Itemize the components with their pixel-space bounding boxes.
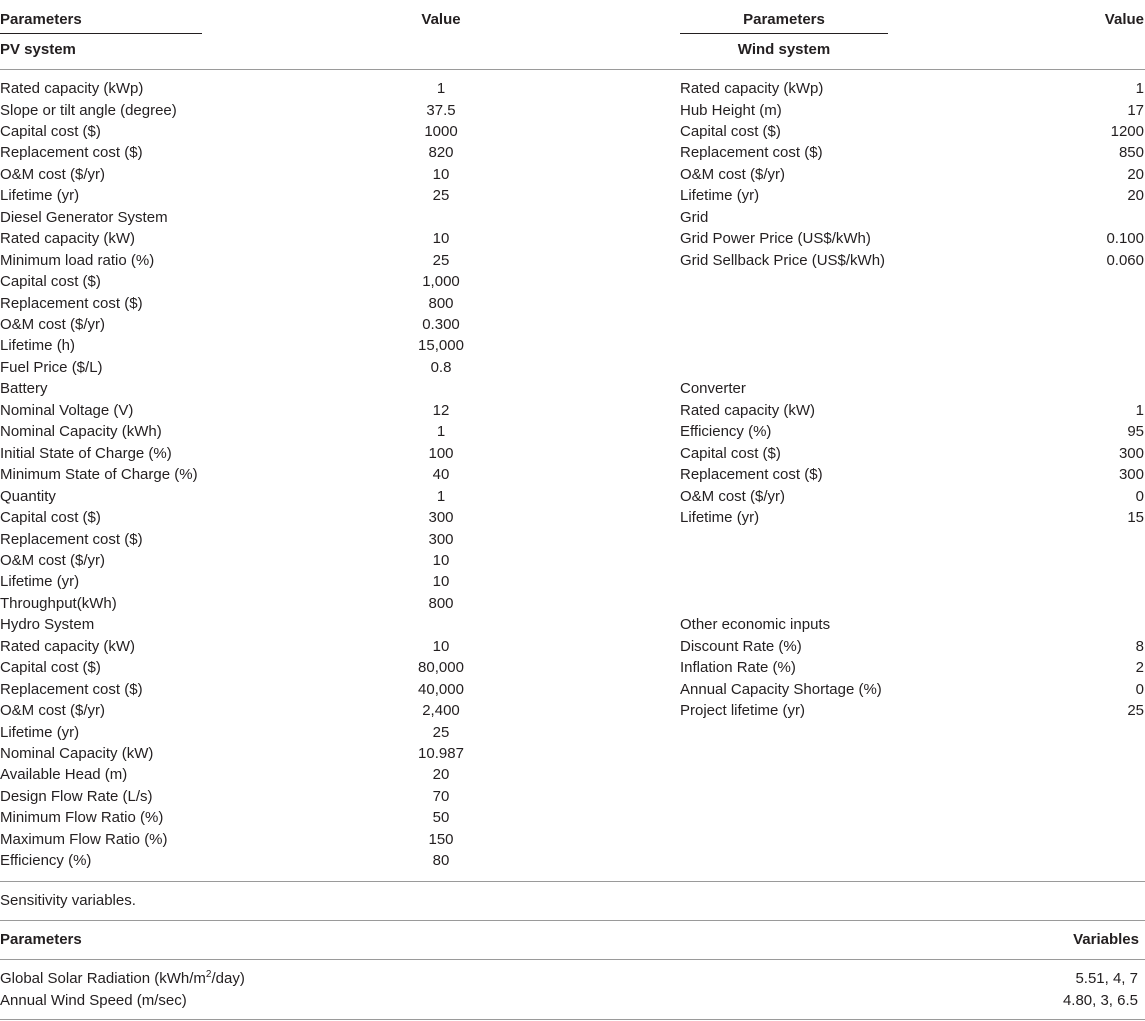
left-table-row [0, 357, 540, 379]
left-param-label: Replacement cost ($) [0, 530, 143, 548]
right-param-value: 0 [1135, 487, 1144, 505]
sensitivity-header-divider [0, 959, 1145, 960]
left-param-value: 25 [432, 251, 450, 269]
left-param-label: Slope or tilt angle (degree) [0, 101, 177, 119]
right-table-row [0, 464, 1145, 486]
left-table-row [0, 571, 540, 593]
left-table-row [0, 550, 540, 572]
left-param-label: Rated capacity (kWp) [0, 80, 144, 97]
right-param-value: 20 [1127, 165, 1144, 183]
left-param-label: Capital cost ($) [0, 509, 101, 526]
right-param-label: Converter [680, 380, 746, 398]
right-param-label: Rated capacity (kW) [680, 401, 816, 419]
right-param-value: 0.100 [1106, 230, 1144, 248]
right-table-row [0, 185, 1145, 207]
left-table-row [0, 335, 540, 357]
left-parameters-header: Parameters [0, 11, 82, 28]
right-table-row [0, 100, 1145, 122]
left-param-label: O&M cost ($/yr) [0, 165, 106, 183]
right-param-value: 8 [1135, 637, 1144, 655]
left-param-value: 2,400 [422, 702, 460, 719]
left-table-row [0, 271, 540, 293]
sensitivity-row [0, 968, 1145, 990]
left-param-value: 12 [432, 401, 450, 419]
right-table-row [0, 400, 1145, 422]
left-param-value: 25 [432, 187, 450, 205]
table-caption: Sensitivity variables. [0, 892, 136, 909]
left-table-row [0, 529, 540, 551]
sensitivity-top-rule [0, 920, 1145, 921]
left-param-label: Nominal Capacity (kW) [0, 744, 154, 762]
left-param-label: Maximum Flow Ratio (%) [0, 830, 168, 848]
left-param-label: Lifetime (h) [0, 337, 76, 355]
left-param-label: Capital cost ($) [0, 273, 101, 290]
left-param-label: Available Head (m) [0, 766, 128, 784]
right-param-label: Grid Sellback Price (US$/kWh) [680, 251, 886, 269]
left-param-label: Initial State of Charge (%) [0, 444, 172, 462]
right-table-row [0, 142, 1145, 164]
left-param-label: Nominal Capacity (kWh) [0, 423, 162, 441]
left-param-label: Lifetime (yr) [0, 187, 80, 205]
left-param-label: Design Flow Rate (L/s) [0, 787, 153, 805]
left-table-row [0, 807, 540, 829]
left-value-header: Value [421, 11, 461, 28]
left-param-value: 80,000 [418, 659, 464, 677]
left-param-value: 25 [432, 723, 450, 741]
left-param-value: 80 [432, 852, 450, 870]
left-param-label: Throughput(kWh) [0, 594, 117, 612]
sensitivity-value: 4.80, 3, 6.5 [1062, 992, 1138, 1009]
right-param-label: Replacement cost ($) [680, 144, 823, 162]
right-param-label: Lifetime (yr) [680, 187, 760, 205]
right-param-value: 1200 [1110, 122, 1144, 140]
left-param-value: 820 [428, 144, 454, 162]
left-param-label: Replacement cost ($) [0, 144, 143, 162]
left-param-value: 100 [428, 444, 454, 462]
right-param-value: 850 [1118, 144, 1144, 162]
right-param-value: 0.060 [1106, 251, 1144, 269]
right-table-row [0, 486, 1145, 508]
right-param-label: Rated capacity (kWp) [680, 80, 824, 97]
left-param-label: Nominal Voltage (V) [0, 401, 134, 419]
right-table-row [0, 228, 1145, 250]
right-param-value: 0 [1135, 680, 1144, 698]
right-param-value: 2 [1135, 659, 1144, 677]
right-param-label: Discount Rate (%) [680, 637, 802, 655]
right-param-label: Other economic inputs [680, 616, 831, 634]
right-table-row [0, 443, 1145, 465]
left-param-value: 10.987 [418, 744, 464, 762]
sensitivity-param-label [0, 968, 245, 990]
left-param-label: Diesel Generator System [0, 208, 168, 226]
left-table-row [0, 829, 540, 851]
right-value-header: Value [1104, 11, 1144, 28]
left-table-row [0, 722, 540, 744]
left-param-value: 10 [432, 573, 450, 591]
left-param-label: Minimum State of Charge (%) [0, 466, 198, 484]
right-param-label: Capital cost ($) [680, 122, 781, 140]
left-param-value: 50 [432, 809, 450, 827]
sensitivity-label-text: Annual Wind Speed (m/sec) [0, 992, 187, 1009]
sensitivity-parameters-header: Parameters [0, 931, 82, 948]
right-param-value: 95 [1127, 423, 1144, 441]
left-table-row [0, 293, 540, 315]
left-param-label: Replacement cost ($) [0, 680, 143, 698]
left-param-value: 70 [432, 787, 450, 805]
left-param-value: 37.5 [426, 101, 456, 119]
left-table-row [0, 786, 540, 808]
table-bottom-rule [0, 881, 1145, 882]
left-param-label: Capital cost ($) [0, 659, 101, 677]
sensitivity-value: 5.51, 4, 7 [1075, 970, 1138, 987]
left-param-value: 1,000 [422, 273, 460, 290]
left-param-label: Hydro System [0, 616, 95, 634]
left-param-value: 10 [432, 230, 450, 248]
left-param-label: Lifetime (yr) [0, 723, 80, 741]
right-param-label: Hub Height (m) [680, 101, 782, 119]
right-param-label: O&M cost ($/yr) [680, 165, 786, 183]
right-param-value: 300 [1118, 444, 1144, 462]
sensitivity-variables-header: Variables [1073, 931, 1139, 948]
left-section-title: PV system [0, 41, 76, 58]
right-table-row [0, 378, 1145, 400]
right-param-value: 300 [1118, 466, 1144, 484]
right-table-row [0, 636, 1145, 658]
left-param-label: Replacement cost ($) [0, 294, 143, 312]
sensitivity-row [0, 990, 1145, 1012]
header-divider [0, 69, 1145, 70]
left-param-value: 40 [432, 466, 450, 484]
right-header-underline [680, 33, 888, 34]
right-table-row [0, 657, 1145, 679]
left-param-value: 15,000 [418, 337, 464, 355]
left-param-value: 1 [436, 423, 446, 441]
left-param-value: 300 [428, 509, 454, 526]
right-param-label: Lifetime (yr) [680, 509, 760, 526]
sensitivity-label-suffix: /day) [211, 970, 245, 987]
right-param-value: 15 [1127, 509, 1144, 526]
right-table-row [0, 421, 1145, 443]
right-param-value: 1 [1135, 401, 1144, 419]
right-param-label: Grid [680, 208, 709, 226]
right-param-label: Inflation Rate (%) [680, 659, 796, 677]
left-param-label: Capital cost ($) [0, 122, 101, 140]
left-header-underline [0, 33, 202, 34]
right-table-row [0, 614, 1145, 636]
sensitivity-label-superscript: 2 [205, 969, 212, 980]
left-param-label: Battery [0, 380, 48, 398]
left-param-value: 150 [428, 830, 454, 848]
left-param-label: Rated capacity (kW) [0, 637, 136, 655]
left-table-row [0, 314, 540, 336]
right-param-label: Capital cost ($) [680, 444, 781, 462]
left-table-row [0, 764, 540, 786]
right-param-label: Project lifetime (yr) [680, 702, 806, 719]
sensitivity-bottom-rule [0, 1019, 1145, 1020]
right-parameters-header: Parameters [743, 11, 825, 28]
left-param-value: 1000 [424, 122, 458, 140]
left-param-label: Fuel Price ($/L) [0, 358, 103, 376]
left-param-label: O&M cost ($/yr) [0, 702, 106, 719]
left-param-label: Lifetime (yr) [0, 573, 80, 591]
right-param-label: Replacement cost ($) [680, 466, 823, 484]
left-param-value: 40,000 [418, 680, 464, 698]
left-param-value: 800 [428, 294, 454, 312]
left-table-row [0, 593, 540, 615]
left-param-label: Minimum Flow Ratio (%) [0, 809, 164, 827]
right-param-label: Annual Capacity Shortage (%) [680, 680, 882, 698]
right-param-value: 25 [1127, 702, 1144, 719]
left-param-value: 800 [428, 594, 454, 612]
right-table-row [0, 78, 1145, 100]
left-param-value: 1 [436, 80, 446, 97]
left-param-value: 10 [432, 551, 450, 569]
left-param-value: 10 [432, 165, 450, 183]
right-param-label: Grid Power Price (US$/kWh) [680, 230, 871, 248]
left-param-value: 20 [432, 766, 450, 784]
right-param-label: O&M cost ($/yr) [680, 487, 786, 505]
right-table-row [0, 207, 1145, 229]
right-param-label: Efficiency (%) [680, 423, 772, 441]
right-param-value: 1 [1135, 80, 1144, 97]
left-param-value: 300 [428, 530, 454, 548]
right-section-title: Wind system [737, 41, 831, 58]
left-param-value: 1 [436, 487, 446, 505]
left-table-row [0, 850, 540, 872]
left-param-label: Rated capacity (kW) [0, 230, 136, 248]
right-table-row [0, 507, 1145, 529]
right-param-value: 17 [1127, 101, 1144, 119]
sensitivity-label-text: Global Solar Radiation (kWh/m [0, 970, 206, 987]
right-table-row [0, 679, 1145, 701]
left-param-value: 10 [432, 637, 450, 655]
left-param-value: 0.300 [422, 315, 460, 333]
sensitivity-param-label [0, 990, 187, 1012]
left-param-label: O&M cost ($/yr) [0, 551, 106, 569]
left-table-row [0, 743, 540, 765]
left-param-label: Quantity [0, 487, 56, 505]
left-param-label: Efficiency (%) [0, 852, 92, 870]
right-table-row [0, 250, 1145, 272]
left-param-label: O&M cost ($/yr) [0, 315, 106, 333]
right-param-value: 20 [1127, 187, 1144, 205]
right-table-row [0, 700, 1145, 722]
left-param-value: 0.8 [430, 358, 452, 376]
right-table-row [0, 121, 1145, 143]
right-table-row [0, 164, 1145, 186]
left-param-label: Minimum load ratio (%) [0, 251, 155, 269]
